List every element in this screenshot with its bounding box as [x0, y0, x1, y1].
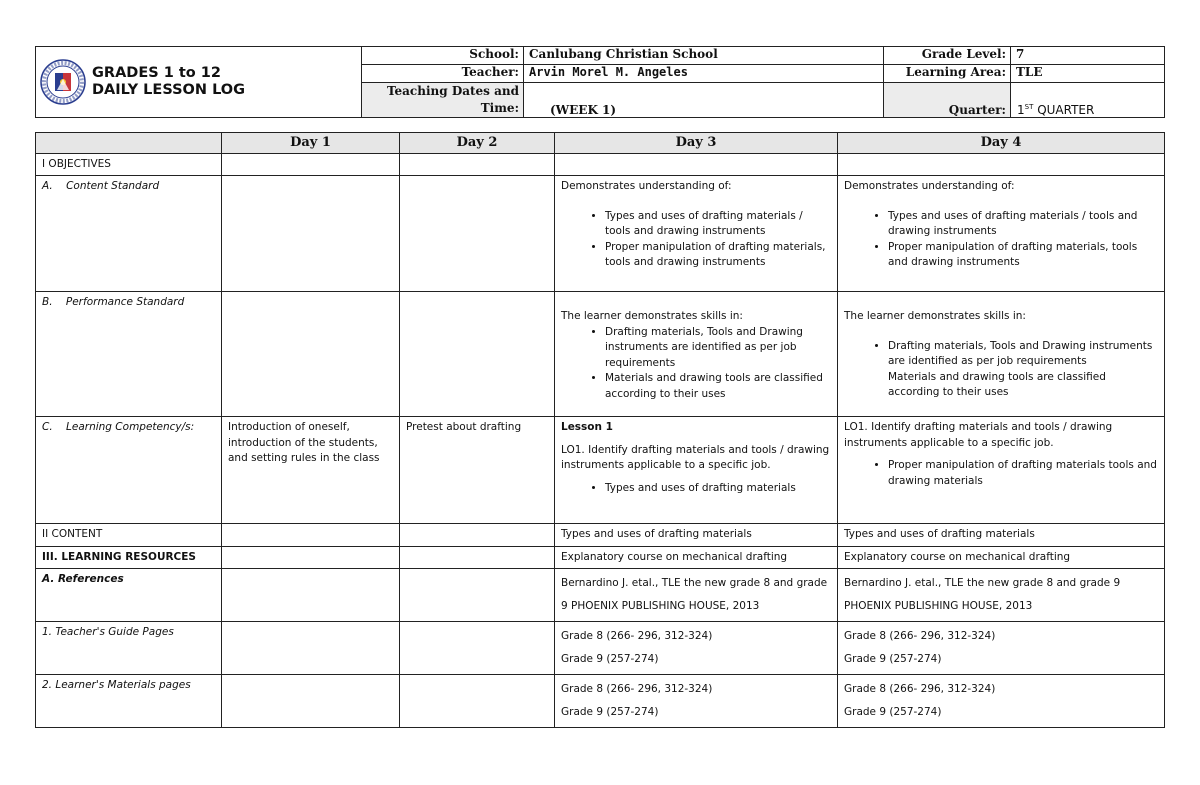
content-day1 [222, 524, 400, 547]
content-standard-day1 [222, 176, 400, 292]
content-standard-day4 [838, 176, 1165, 292]
teaching-dates-label-line-2: Time: [480, 101, 519, 115]
ref-day3-line: Bernardino J. etal., TLE the new grade 8 and grade [561, 577, 828, 589]
list-item: • Proper manipulation of drafting materials tools and drawing materials [888, 458, 1158, 489]
day-3-header: Day 3 [555, 133, 838, 154]
objectives-day3 [555, 153, 838, 176]
teaching-dates-label-line-1: Teaching Dates and [386, 84, 519, 98]
list-item: • Types and uses of drafting materials [605, 481, 831, 497]
learning-resources-day1 [222, 546, 400, 569]
learning-competency-label: C. Learning Competency/s: [36, 417, 222, 524]
performance-standard-label: B. Performance Standard [36, 292, 222, 417]
learners-materials-day1 [222, 675, 400, 728]
performance-standard-day2 [400, 292, 555, 417]
objectives-day1 [222, 153, 400, 176]
quarter-text: QUARTER [1033, 103, 1095, 117]
teaching-dates-label [362, 83, 524, 118]
quarter-suffix: ST [1024, 103, 1034, 111]
teachers-guide-row [36, 622, 1165, 675]
lesson-log-table [35, 132, 1165, 728]
references-day2 [400, 569, 555, 622]
day-header-row [36, 133, 1165, 154]
day-2-header: Day 2 [400, 133, 555, 154]
references-day3 [555, 569, 838, 622]
header-table [35, 46, 1165, 118]
learning-competency-day2: Pretest about drafting [400, 417, 555, 524]
ps-day3-intro: The learner demonstrates skills in: [561, 310, 743, 322]
ps-day3-list [561, 325, 831, 403]
content-day4: Types and uses of drafting materials [838, 524, 1165, 547]
teachers-guide-label: 1. Teacher's Guide Pages [36, 622, 222, 675]
cs-day4-list [844, 209, 1158, 271]
learning-resources-day4: Explanatory course on mechanical drafting [838, 546, 1165, 569]
performance-standard-day3 [555, 292, 838, 417]
tg-day4-line: Grade 9 (257-274) [844, 653, 942, 665]
content-standard-day3 [555, 176, 838, 292]
header-logo-cell [36, 47, 362, 118]
objectives-label: I OBJECTIVES [36, 153, 222, 176]
ref-day3-line: 9 PHOENIX PUBLISHING HOUSE, 2013 [561, 600, 760, 612]
list-item: • Types and uses of drafting materials / tools and drawing instruments [888, 209, 1158, 240]
lc-day1-line: and setting rules in the class [228, 452, 380, 464]
quarter-value [1011, 83, 1165, 118]
deped-seal-icon [40, 59, 86, 105]
cs-day4-intro: Demonstrates understanding of: [844, 180, 1015, 192]
list-item: • Drafting materials, Tools and Drawing instruments are identified as per job requirements [888, 339, 1158, 370]
lm-day4-line: Grade 9 (257-274) [844, 706, 942, 718]
ps-day4-list [844, 339, 1158, 370]
teachers-guide-day4 [838, 622, 1165, 675]
tg-day3-line: Grade 9 (257-274) [561, 653, 659, 665]
list-item: • Types and uses of drafting materials / tools and drawing instruments [605, 209, 831, 240]
learning-resources-row [36, 546, 1165, 569]
objectives-day4 [838, 153, 1165, 176]
performance-standard-day1 [222, 292, 400, 417]
references-row [36, 569, 1165, 622]
corner-cell [36, 133, 222, 154]
performance-standard-day4 [838, 292, 1165, 417]
objectives-row [36, 153, 1165, 176]
learning-resources-day3: Explanatory course on mechanical drafting [555, 546, 838, 569]
lesson-1-title: Lesson 1 [561, 421, 613, 433]
learning-competency-day1 [222, 417, 400, 524]
content-label: II CONTENT [36, 524, 222, 547]
lc-day4-lo: LO1. Identify drafting materials and tools / drawing instruments applicable to a specific job. [844, 421, 1113, 449]
grade-level-value: 7 [1011, 47, 1165, 65]
learning-competency-day3 [555, 417, 838, 524]
learning-area-label: Learning Area: [884, 65, 1011, 83]
ref-day4-line: PHOENIX PUBLISHING HOUSE, 2013 [844, 600, 1033, 612]
learning-resources-day2 [400, 546, 555, 569]
references-day4 [838, 569, 1165, 622]
teacher-label: Teacher: [362, 65, 524, 83]
list-item: • Drafting materials, Tools and Drawing instruments are identified as per job requirements [605, 325, 831, 372]
objectives-day2 [400, 153, 555, 176]
teacher-value: Arvin Morel M. Angeles [524, 65, 884, 83]
teachers-guide-day2 [400, 622, 555, 675]
school-value: Canlubang Christian School [524, 47, 884, 65]
performance-standard-row [36, 292, 1165, 417]
lm-day3-line: Grade 9 (257-274) [561, 706, 659, 718]
content-standard-row [36, 176, 1165, 292]
content-day3: Types and uses of drafting materials [555, 524, 838, 547]
cs-day3-intro: Demonstrates understanding of: [561, 180, 732, 192]
list-item: • Proper manipulation of drafting materials, tools and drawing instruments [888, 240, 1158, 271]
learners-materials-row [36, 675, 1165, 728]
lc-day3-lo: LO1. Identify drafting materials and tools / drawing instruments applicable to a specific job. [561, 443, 830, 471]
content-standard-day2 [400, 176, 555, 292]
day-4-header: Day 4 [838, 133, 1165, 154]
title-line-2: DAILY LESSON LOG [92, 82, 246, 98]
quarter-label: Quarter: [884, 83, 1011, 118]
references-day1 [222, 569, 400, 622]
content-row [36, 524, 1165, 547]
tg-day3-line: Grade 8 (266- 296, 312-324) [561, 630, 713, 642]
learners-materials-day4 [838, 675, 1165, 728]
references-label: A. References [36, 569, 222, 622]
teachers-guide-day3 [555, 622, 838, 675]
content-standard-label: A. Content Standard [36, 176, 222, 292]
lc-day1-line: Introduction of oneself, [228, 421, 350, 433]
learning-resources-label: III. LEARNING RESOURCES [36, 546, 222, 569]
list-item: • Proper manipulation of drafting materials, tools and drawing instruments [605, 240, 831, 271]
learning-competency-row [36, 417, 1165, 524]
learners-materials-day3 [555, 675, 838, 728]
teaching-dates-value: (WEEK 1) [524, 83, 884, 118]
school-label: School: [362, 47, 524, 65]
grade-level-label: Grade Level: [884, 47, 1011, 65]
learning-competency-day4 [838, 417, 1165, 524]
lc-day1-line: introduction of the students, [228, 436, 378, 449]
title-line-1: GRADES 1 to 12 [92, 65, 221, 81]
tg-day4-line: Grade 8 (266- 296, 312-324) [844, 630, 996, 642]
ref-day4-line: Bernardino J. etal., TLE the new grade 8 and grade 9 [844, 577, 1121, 589]
lm-day4-line: Grade 8 (266- 296, 312-324) [844, 683, 996, 695]
lc-day4-list [844, 458, 1158, 489]
cs-day3-list [561, 209, 831, 271]
ps-day4-extra: Materials and drawing tools are classified according to their uses [888, 370, 1106, 398]
content-day2 [400, 524, 555, 547]
learning-area-value: TLE [1011, 65, 1165, 83]
day-1-header: Day 1 [222, 133, 400, 154]
teachers-guide-day1 [222, 622, 400, 675]
lc-day3-list [561, 481, 831, 497]
lm-day3-line: Grade 8 (266- 296, 312-324) [561, 683, 713, 695]
ps-day4-intro: The learner demonstrates skills in: [844, 310, 1026, 322]
list-item: • Materials and drawing tools are classified according to their uses [605, 371, 831, 402]
learners-materials-day2 [400, 675, 555, 728]
learners-materials-label: 2. Learner's Materials pages [36, 675, 222, 728]
quarter-number: 1 [1017, 103, 1025, 117]
